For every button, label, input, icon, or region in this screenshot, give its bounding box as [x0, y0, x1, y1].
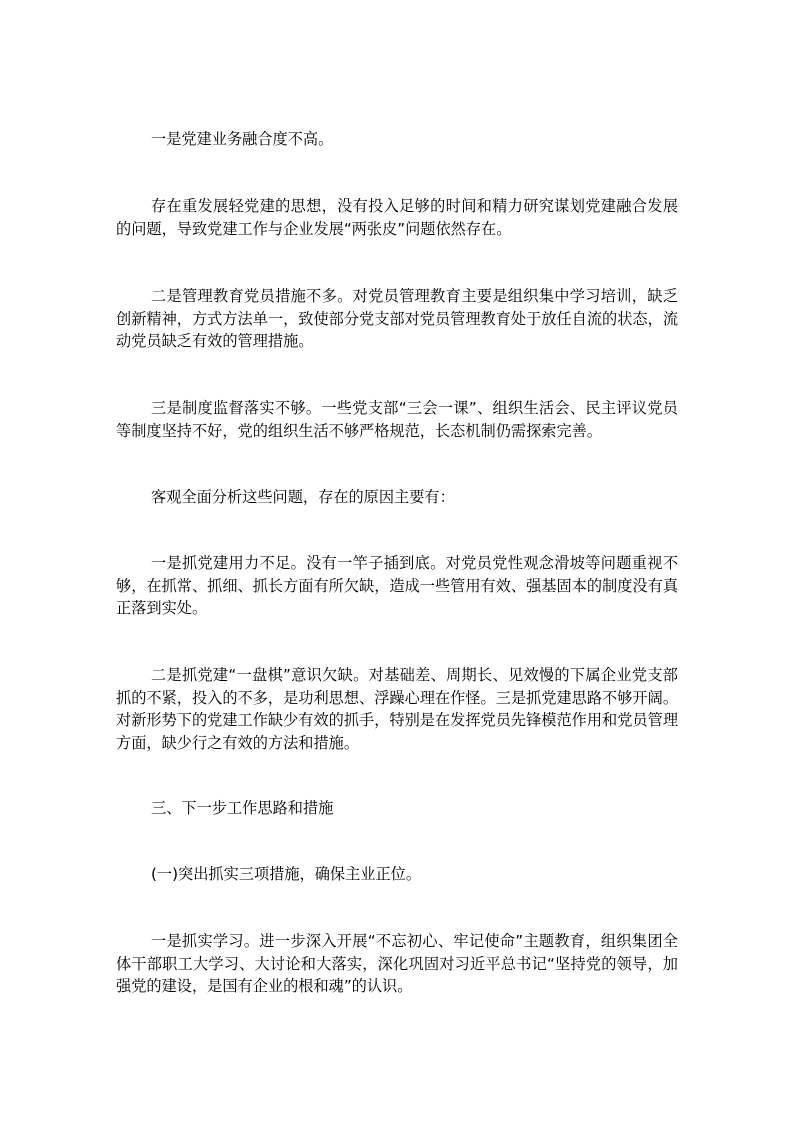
paragraph-1: 一是党建业务融合度不高。 [151, 130, 334, 148]
paragraph-7: 二是抓党建“一盘棋”意识欠缺。对基础差、周期长、见效慢的下属企业党支部抓的不紧，投入的不多，是功利思想、浮躁心理在作怪。三是抓党建思路不够开阔。对新形势下的党建工作缺少有效的抓手，特别是在发挥党员先锋模范作用和党员管理方面，缺少行之有效的方法和措施。 [116, 666, 678, 752]
paragraph-2: 存在重发展轻党建的思想，没有投入足够的时间和精力研究谋划党建融合发展的问题，导致党建工作与企业发展“两张皮”问题依然存在。 [116, 197, 678, 238]
paragraph-8: 一是抓实学习。进一步深入开展“不忘初心、牢记使命”主题教育，组织集团全体干部职工大学习、大讨论和大落实，深化巩固对习近平总书记“坚持党的领导，加强党的建设，是国有企业的根和魂”的认识。 [116, 932, 678, 995]
paragraph-5: 客观全面分析这些问题，存在的原因主要有： [151, 488, 455, 506]
subsection-heading: (一)突出抓实三项措施，确保主业正位。 [151, 865, 422, 883]
paragraph-3: 二是管理教育党员措施不多。对党员管理教育主要是组织集中学习培训，缺乏创新精神，方式方法单一，致使部分党支部对党员管理教育处于放任自流的状态，流动党员缺乏有效的管理措施。 [116, 287, 678, 350]
paragraph-4: 三是制度监督落实不够。一些党支部“三会一课”、组织生活会、民主评议党员等制度坚持不好，党的组织生活不够严格规范，长态机制仍需探索完善。 [116, 399, 678, 440]
paragraph-6: 一是抓党建用力不足。没有一竿子插到底。对党员党性观念滑坡等问题重视不够，在抓常、抓细、抓长方面有所欠缺，造成一些管用有效、强基固本的制度没有真正落到实处。 [116, 554, 678, 617]
section-heading: 三、下一步工作思路和措施 [151, 799, 334, 817]
